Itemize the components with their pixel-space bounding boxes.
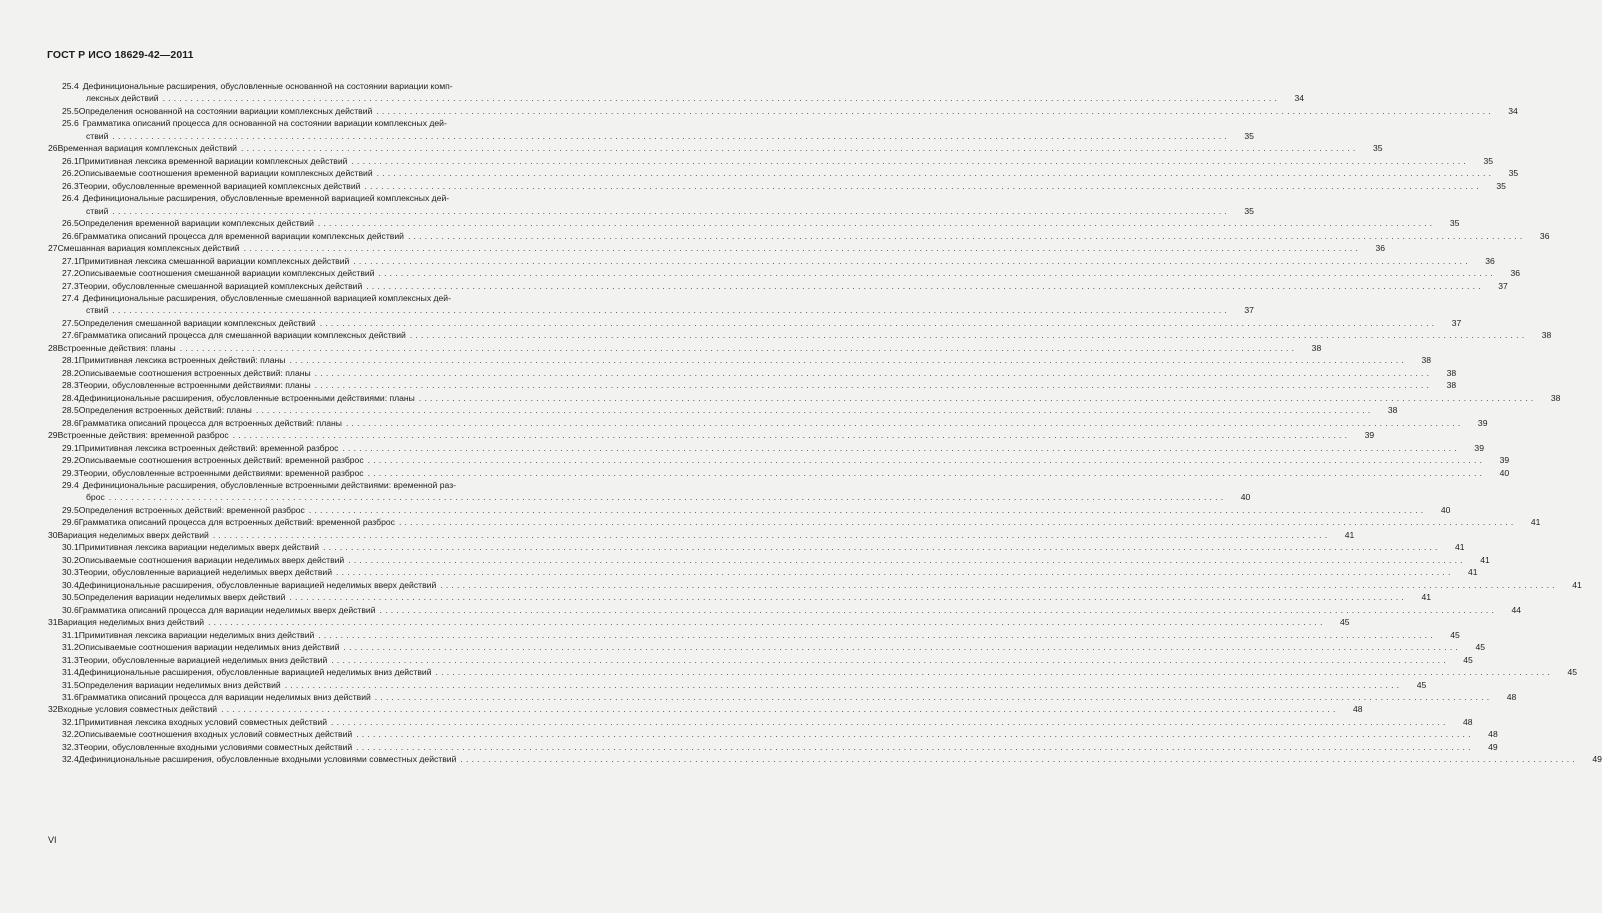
toc-subsection[interactable] (48, 666, 1578, 678)
dot-leader: ........................................................................................................................................................................................................ (289, 355, 1407, 366)
toc-title: Встроенные действия: временной разброс (57, 430, 229, 441)
toc-page-number: 41 (1421, 592, 1431, 603)
toc-number: 29.3 (62, 467, 79, 478)
toc-number: 27.3 (62, 280, 79, 291)
dot-leader: ........................................................................................................................................................................................................ (376, 105, 1494, 116)
toc-number: 28.2 (62, 367, 79, 378)
toc-subsection[interactable] (48, 641, 1486, 653)
toc-title: Грамматика описаний процесса для временной вариации комплексных действий (78, 230, 404, 241)
toc-subsection[interactable] (48, 591, 1431, 603)
toc-page-number: 45 (1567, 667, 1578, 678)
toc-number: 31.4 (62, 667, 79, 678)
toc-number: 32.4 (62, 754, 79, 765)
toc-page-number: 38 (1446, 367, 1457, 378)
toc-subsection[interactable] (48, 329, 1552, 341)
dot-leader: ........................................................................................................................................................................................................ (232, 430, 1351, 441)
toc-page-number: 36 (1375, 243, 1386, 254)
toc-title: Описываемые соотношения смешанной вариации комплексных действий (78, 268, 375, 279)
dot-leader: ........................................................................................................................................................................................................ (367, 455, 1486, 466)
dot-leader: ........................................................................................................................................................................................................ (348, 554, 1466, 565)
toc-page-number: 48 (1488, 729, 1498, 740)
toc-section[interactable] (48, 429, 1375, 441)
dot-leader: ........................................................................................................................................................................................................ (240, 143, 1359, 154)
toc-number: 32.2 (62, 729, 79, 740)
dot-leader: ........................................................................................................................................................................................................ (112, 205, 1230, 216)
toc-number: 25.5 (62, 105, 79, 116)
dot-leader: ........................................................................................................................................................................................................ (289, 592, 1407, 603)
dot-leader: ........................................................................................................................................................................................................ (284, 679, 1403, 690)
toc-subsection[interactable] (48, 604, 1522, 616)
toc-page-number: 49 (1488, 741, 1498, 752)
toc-page-number: 45 (1450, 629, 1460, 640)
dot-leader: ........................................................................................................................................................................................................ (435, 667, 1554, 678)
toc-page-number: 45 (1475, 642, 1486, 653)
toc-subsection[interactable] (48, 442, 1484, 454)
toc-subsection[interactable] (48, 566, 1478, 578)
toc-subsection[interactable] (48, 579, 1582, 591)
dot-leader: ........................................................................................................................................................................................................ (460, 754, 1578, 765)
toc-number: 31.3 (62, 654, 79, 665)
table-of-contents (48, 80, 1602, 766)
toc-title: ствий (86, 205, 109, 216)
toc-page-number: 45 (1463, 654, 1473, 665)
toc-number: 26.6 (62, 230, 79, 241)
toc-page-number: 38 (1550, 392, 1561, 403)
toc-page-number: 38 (1421, 355, 1431, 366)
toc-title: Описываемые соотношения входных условий совместных действий (78, 729, 353, 740)
toc-number: 28 (48, 342, 58, 353)
dot-leader: ........................................................................................................................................................................................................ (364, 180, 1482, 191)
toc-continuation[interactable] (48, 304, 1254, 316)
dot-leader: ........................................................................................................................................................................................................ (374, 691, 1493, 702)
toc-subsection[interactable] (48, 417, 1488, 429)
toc-number: 26 (48, 143, 58, 154)
toc-page-number: 35 (1449, 218, 1460, 229)
toc-title: Описываемые соотношения вариации неделимых вверх действий (78, 554, 345, 565)
toc-page-number: 48 (1506, 691, 1517, 702)
toc-page-number: 36 (1510, 268, 1521, 279)
toc-title: Описываемые соотношения встроенных действий: планы (78, 367, 311, 378)
toc-number: 31.6 (62, 691, 79, 702)
toc-number: 27 (48, 243, 58, 254)
dot-leader: ........................................................................................................................................................................................................ (243, 243, 1362, 254)
toc-number: 29.2 (62, 455, 79, 466)
toc-continuation[interactable] (48, 205, 1254, 217)
dot-leader: ........................................................................................................................................................................................................ (379, 604, 1498, 615)
toc-page-number: 41 (1455, 542, 1465, 553)
toc-number: 31 (48, 617, 58, 628)
toc-page-number: 38 (1446, 380, 1457, 391)
toc-number: 30.6 (62, 604, 79, 615)
dot-leader: ........................................................................................................................................................................................................ (314, 380, 1433, 391)
dot-leader: ........................................................................................................................................................................................................ (319, 317, 1438, 328)
toc-section[interactable] (48, 529, 1355, 541)
toc-page-number: 35 (1483, 155, 1493, 166)
toc-page-number: 40 (1440, 504, 1451, 515)
toc-number: 30.5 (62, 592, 79, 603)
toc-title: Примитивная лексика встроенных действий: временной разброс (78, 442, 339, 453)
toc-title: Теории, обусловленные встроенными действиями: временной разброс (78, 467, 364, 478)
toc-number: 30.4 (62, 579, 79, 590)
toc-page-number: 37 (1451, 317, 1462, 328)
toc-page-number: 41 (1572, 579, 1582, 590)
toc-subsection[interactable] (48, 117, 558, 129)
toc-number: 29 (48, 430, 58, 441)
toc-subsection[interactable] (48, 280, 1508, 292)
toc-title: Примитивная лексика входных условий совместных действий (78, 716, 328, 727)
toc-page-number: 35 (1244, 130, 1254, 141)
toc-title: Смешанная вариация комплексных действий (57, 243, 240, 254)
toc-number: 26.2 (62, 168, 79, 179)
toc-number: 26.4 (62, 193, 79, 204)
dot-leader: ........................................................................................................................................................................................................ (398, 517, 1517, 528)
dot-leader: ........................................................................................................................................................................................................ (179, 342, 1298, 353)
toc-title: ствий (86, 130, 109, 141)
toc-title: Определения смешанной вариации комплексных действий (78, 317, 316, 328)
dot-leader: ........................................................................................................................................................................................................ (356, 729, 1474, 740)
toc-page-number: 35 (1508, 168, 1519, 179)
toc-title: Теории, обусловленные смешанной вариацией комплексных действий (78, 280, 363, 291)
toc-page-number: 41 (1530, 517, 1541, 528)
toc-subsection[interactable] (48, 105, 1518, 117)
toc-subsection[interactable] (48, 292, 558, 304)
toc-number: 30.1 (62, 542, 79, 553)
toc-subsection[interactable] (48, 230, 1550, 242)
page-number: VI (48, 835, 57, 845)
dot-leader: ........................................................................................................................................................................................................ (440, 579, 1558, 590)
toc-subsection[interactable] (48, 354, 1431, 366)
toc-subsection[interactable] (48, 629, 1460, 641)
toc-subsection[interactable] (48, 167, 1519, 179)
toc-subsection[interactable] (48, 379, 1457, 391)
toc-section[interactable] (48, 142, 1383, 154)
toc-page-number: 41 (1467, 567, 1478, 578)
toc-number: 30 (48, 529, 58, 540)
toc-subsection[interactable] (48, 367, 1457, 379)
toc-number: 32 (48, 704, 58, 715)
toc-title: Грамматика описаний процесса для вариации неделимых вверх действий (78, 604, 376, 615)
toc-subsection[interactable] (48, 479, 558, 491)
toc-number: 27.4 (62, 292, 79, 303)
toc-continuation[interactable] (48, 130, 1254, 142)
toc-subsection[interactable] (48, 716, 1473, 728)
dot-leader: ........................................................................................................................................................................................................ (112, 130, 1230, 141)
dot-leader: ........................................................................................................................................................................................................ (108, 492, 1227, 503)
toc-title: Примитивная лексика встроенных действий: планы (78, 355, 286, 366)
toc-title: Определения вариации неделимых вверх действий (78, 592, 286, 603)
toc-subsection[interactable] (48, 180, 1506, 192)
dot-leader: ........................................................................................................................................................................................................ (112, 305, 1230, 316)
dot-leader: ........................................................................................................................................................................................................ (407, 230, 1526, 241)
toc-page-number: 48 (1462, 716, 1473, 727)
toc-title: Примитивная лексика вариации неделимых вниз действий (78, 629, 315, 640)
dot-leader: ........................................................................................................................................................................................................ (345, 417, 1464, 428)
toc-title: Дефинициональные расширения, обусловленные встроенными действиями: временной раз- (82, 480, 457, 490)
toc-page-number: 36 (1539, 230, 1550, 241)
toc-title: ствий (86, 305, 109, 316)
dot-leader: ........................................................................................................................................................................................................ (378, 268, 1497, 279)
toc-page-number: 40 (1499, 467, 1510, 478)
toc-subsection[interactable] (48, 654, 1473, 666)
toc-page-number: 39 (1474, 442, 1484, 453)
toc-number: 31.5 (62, 679, 79, 690)
toc-page-number: 39 (1499, 455, 1510, 466)
toc-page-number: 41 (1344, 529, 1355, 540)
dot-leader: ........................................................................................................................................................................................................ (314, 367, 1433, 378)
toc-number: 29.1 (62, 442, 79, 453)
toc-number: 27.5 (62, 317, 79, 328)
toc-title: Примитивная лексика временной вариации комплексных действий (78, 155, 348, 166)
toc-title: Входные условия совместных действий (57, 704, 218, 715)
toc-page-number: 44 (1511, 604, 1522, 615)
toc-number: 32.3 (62, 741, 79, 752)
toc-number: 28.4 (62, 392, 79, 403)
dot-leader: ........................................................................................................................................................................................................ (318, 629, 1436, 640)
toc-number: 29.5 (62, 504, 79, 515)
toc-title: Дефинициональные расширения, обусловленные временной вариацией комплексных дей- (82, 193, 450, 204)
toc-subsection[interactable] (48, 454, 1510, 466)
toc-title: Вариация неделимых вверх действий (57, 529, 209, 540)
dot-leader: ........................................................................................................................................................................................................ (162, 93, 1281, 104)
toc-title: Дефинициональные расширения, обусловленные основанной на состоянии вариации комп- (82, 81, 453, 91)
toc-number: 28.1 (62, 355, 79, 366)
toc-page-number: 38 (1541, 330, 1552, 341)
toc-page-number: 41 (1480, 554, 1490, 565)
toc-title: Определения встроенных действий: планы (78, 405, 252, 416)
toc-subsection[interactable] (48, 741, 1498, 753)
toc-page-number: 40 (1240, 492, 1251, 503)
toc-title: Теории, обусловленные входными условиями совместных действий (78, 741, 353, 752)
toc-page-number: 45 (1416, 679, 1427, 690)
dot-leader: ........................................................................................................................................................................................................ (376, 168, 1495, 179)
toc-subsection[interactable] (48, 554, 1490, 566)
toc-page-number: 34 (1294, 93, 1305, 104)
toc-number: 28.5 (62, 405, 79, 416)
toc-title: Грамматика описаний процесса для смешанной вариации комплексных действий (78, 330, 406, 341)
toc-title: Теории, обусловленные временной вариацией комплексных действий (78, 180, 361, 191)
toc-number: 30.3 (62, 567, 79, 578)
dot-leader: ........................................................................................................................................................................................................ (331, 716, 1449, 727)
toc-title: Временная вариация комплексных действий (57, 143, 237, 154)
toc-number: 31.1 (62, 629, 79, 640)
toc-title: Описываемые соотношения временной вариации комплексных действий (78, 168, 373, 179)
toc-title: брос (86, 492, 105, 503)
dot-leader: ........................................................................................................................................................................................................ (212, 529, 1331, 540)
toc-title: Дефинициональные расширения, обусловленные смешанной вариацией комплексных дей- (82, 292, 451, 303)
toc-title: Дефинициональные расширения, обусловленные вариацией неделимых вверх действий (78, 579, 437, 590)
toc-number: 25.6 (62, 118, 79, 129)
document-header: ГОСТ Р ИСО 18629-42—2011 (47, 49, 194, 61)
toc-title: Дефинициональные расширения, обусловленные входными условиями совместных действий (78, 754, 457, 765)
toc-page-number: 39 (1477, 417, 1488, 428)
dot-leader: ........................................................................................................................................................................................................ (255, 405, 1374, 416)
dot-leader: ........................................................................................................................................................................................................ (343, 642, 1462, 653)
toc-number: 25.4 (62, 81, 79, 91)
toc-page-number: 34 (1508, 105, 1518, 116)
toc-subsection[interactable] (48, 317, 1462, 329)
toc-page-number: 36 (1485, 255, 1495, 266)
toc-number: 28.6 (62, 417, 79, 428)
dot-leader: ........................................................................................................................................................................................................ (366, 280, 1484, 291)
toc-title: Дефинициональные расширения, обусловленные вариацией неделимых вниз действий (78, 667, 432, 678)
toc-subsection[interactable] (48, 392, 1561, 404)
toc-page-number: 49 (1592, 754, 1602, 765)
toc-page-number: 37 (1498, 280, 1508, 291)
dot-leader: ........................................................................................................................................................................................................ (418, 392, 1537, 403)
toc-title: Примитивная лексика смешанной вариации комплексных действий (78, 255, 350, 266)
toc-number: 26.3 (62, 180, 79, 191)
toc-subsection[interactable] (48, 80, 558, 92)
toc-title: Теории, обусловленные встроенными действиями: планы (78, 380, 311, 391)
dot-leader: ........................................................................................................................................................................................................ (208, 617, 1326, 628)
dot-leader: ........................................................................................................................................................................................................ (331, 654, 1449, 665)
toc-section[interactable] (48, 342, 1322, 354)
toc-subsection[interactable] (48, 753, 1602, 765)
toc-number: 26.5 (62, 218, 79, 229)
toc-title: Определения вариации неделимых вниз действий (78, 679, 281, 690)
toc-subsection[interactable] (48, 467, 1510, 479)
dot-leader: ........................................................................................................................................................................................................ (336, 567, 1454, 578)
toc-subsection[interactable] (48, 255, 1495, 267)
dot-leader: ........................................................................................................................................................................................................ (353, 255, 1471, 266)
toc-title: Теории, обусловленные вариацией неделимых вниз действий (78, 654, 328, 665)
dot-leader: ........................................................................................................................................................................................................ (367, 467, 1486, 478)
toc-section[interactable] (48, 703, 1363, 715)
toc-title: Дефинициональные расширения, обусловленные встроенными действиями: планы (78, 392, 415, 403)
dot-leader: ........................................................................................................................................................................................................ (221, 704, 1339, 715)
dot-leader: ........................................................................................................................................................................................................ (317, 218, 1436, 229)
toc-number: 28.3 (62, 380, 79, 391)
dot-leader: ........................................................................................................................................................................................................ (351, 155, 1469, 166)
dot-leader: ........................................................................................................................................................................................................ (342, 442, 1460, 453)
dot-leader: ........................................................................................................................................................................................................ (409, 330, 1528, 341)
toc-number: 27.2 (62, 268, 79, 279)
toc-page-number: 45 (1340, 617, 1350, 628)
toc-page-number: 37 (1244, 305, 1254, 316)
toc-title: Определения временной вариации комплексных действий (78, 218, 314, 229)
toc-title: Вариация неделимых вниз действий (57, 617, 205, 628)
toc-subsection[interactable] (48, 217, 1460, 229)
toc-title: Грамматика описаний процесса для встроенных действий: временной разброс (78, 517, 395, 528)
toc-page-number: 35 (1244, 205, 1254, 216)
dot-leader: ........................................................................................................................................................................................................ (308, 504, 1427, 515)
toc-page-number: 48 (1353, 704, 1363, 715)
toc-subsection[interactable] (48, 504, 1451, 516)
toc-subsection[interactable] (48, 404, 1398, 416)
toc-title: Встроенные действия: планы (57, 342, 176, 353)
toc-subsection[interactable] (48, 192, 558, 204)
toc-number: 32.1 (62, 716, 79, 727)
toc-continuation[interactable] (48, 491, 1251, 503)
toc-page-number: 35 (1372, 143, 1383, 154)
dot-leader: ........................................................................................................................................................................................................ (356, 741, 1474, 752)
toc-number: 29.6 (62, 517, 79, 528)
toc-number: 26.1 (62, 155, 79, 166)
toc-title: Описываемые соотношения встроенных действий: временной разброс (78, 455, 364, 466)
toc-title: Грамматика описаний процесса для основанной на состоянии вариации комплексных дей- (82, 118, 447, 129)
toc-page-number: 38 (1311, 342, 1322, 353)
toc-title: Грамматика описаний процесса для встроенных действий: планы (78, 417, 342, 428)
toc-number: 27.6 (62, 330, 79, 341)
toc-page-number: 38 (1387, 405, 1398, 416)
toc-continuation[interactable] (48, 92, 1305, 104)
toc-number: 29.4 (62, 480, 79, 490)
toc-title: лексных действий (86, 93, 159, 104)
toc-subsection[interactable] (48, 541, 1465, 553)
toc-section[interactable] (48, 616, 1350, 628)
toc-title: Описываемые соотношения вариации неделимых вниз действий (78, 642, 340, 653)
toc-number: 27.1 (62, 255, 79, 266)
toc-subsection[interactable] (48, 516, 1541, 528)
toc-title: Определения основанной на состоянии вариации комплексных действий (78, 105, 373, 116)
toc-page-number: 35 (1496, 180, 1506, 191)
toc-subsection[interactable] (48, 728, 1498, 740)
dot-leader: ........................................................................................................................................................................................................ (323, 542, 1441, 553)
toc-number: 31.2 (62, 642, 79, 653)
toc-title: Грамматика описаний процесса для вариации неделимых вниз действий (78, 691, 371, 702)
toc-number: 30.2 (62, 554, 79, 565)
toc-title: Примитивная лексика вариации неделимых вверх действий (78, 542, 320, 553)
toc-subsection[interactable] (48, 679, 1427, 691)
toc-title: Определения встроенных действий: временной разброс (78, 504, 305, 515)
toc-title: Теории, обусловленные вариацией неделимых вверх действий (78, 567, 333, 578)
toc-subsection[interactable] (48, 155, 1493, 167)
toc-subsection[interactable] (48, 267, 1521, 279)
toc-page-number: 39 (1364, 430, 1375, 441)
toc-subsection[interactable] (48, 691, 1517, 703)
toc-section[interactable] (48, 242, 1386, 254)
